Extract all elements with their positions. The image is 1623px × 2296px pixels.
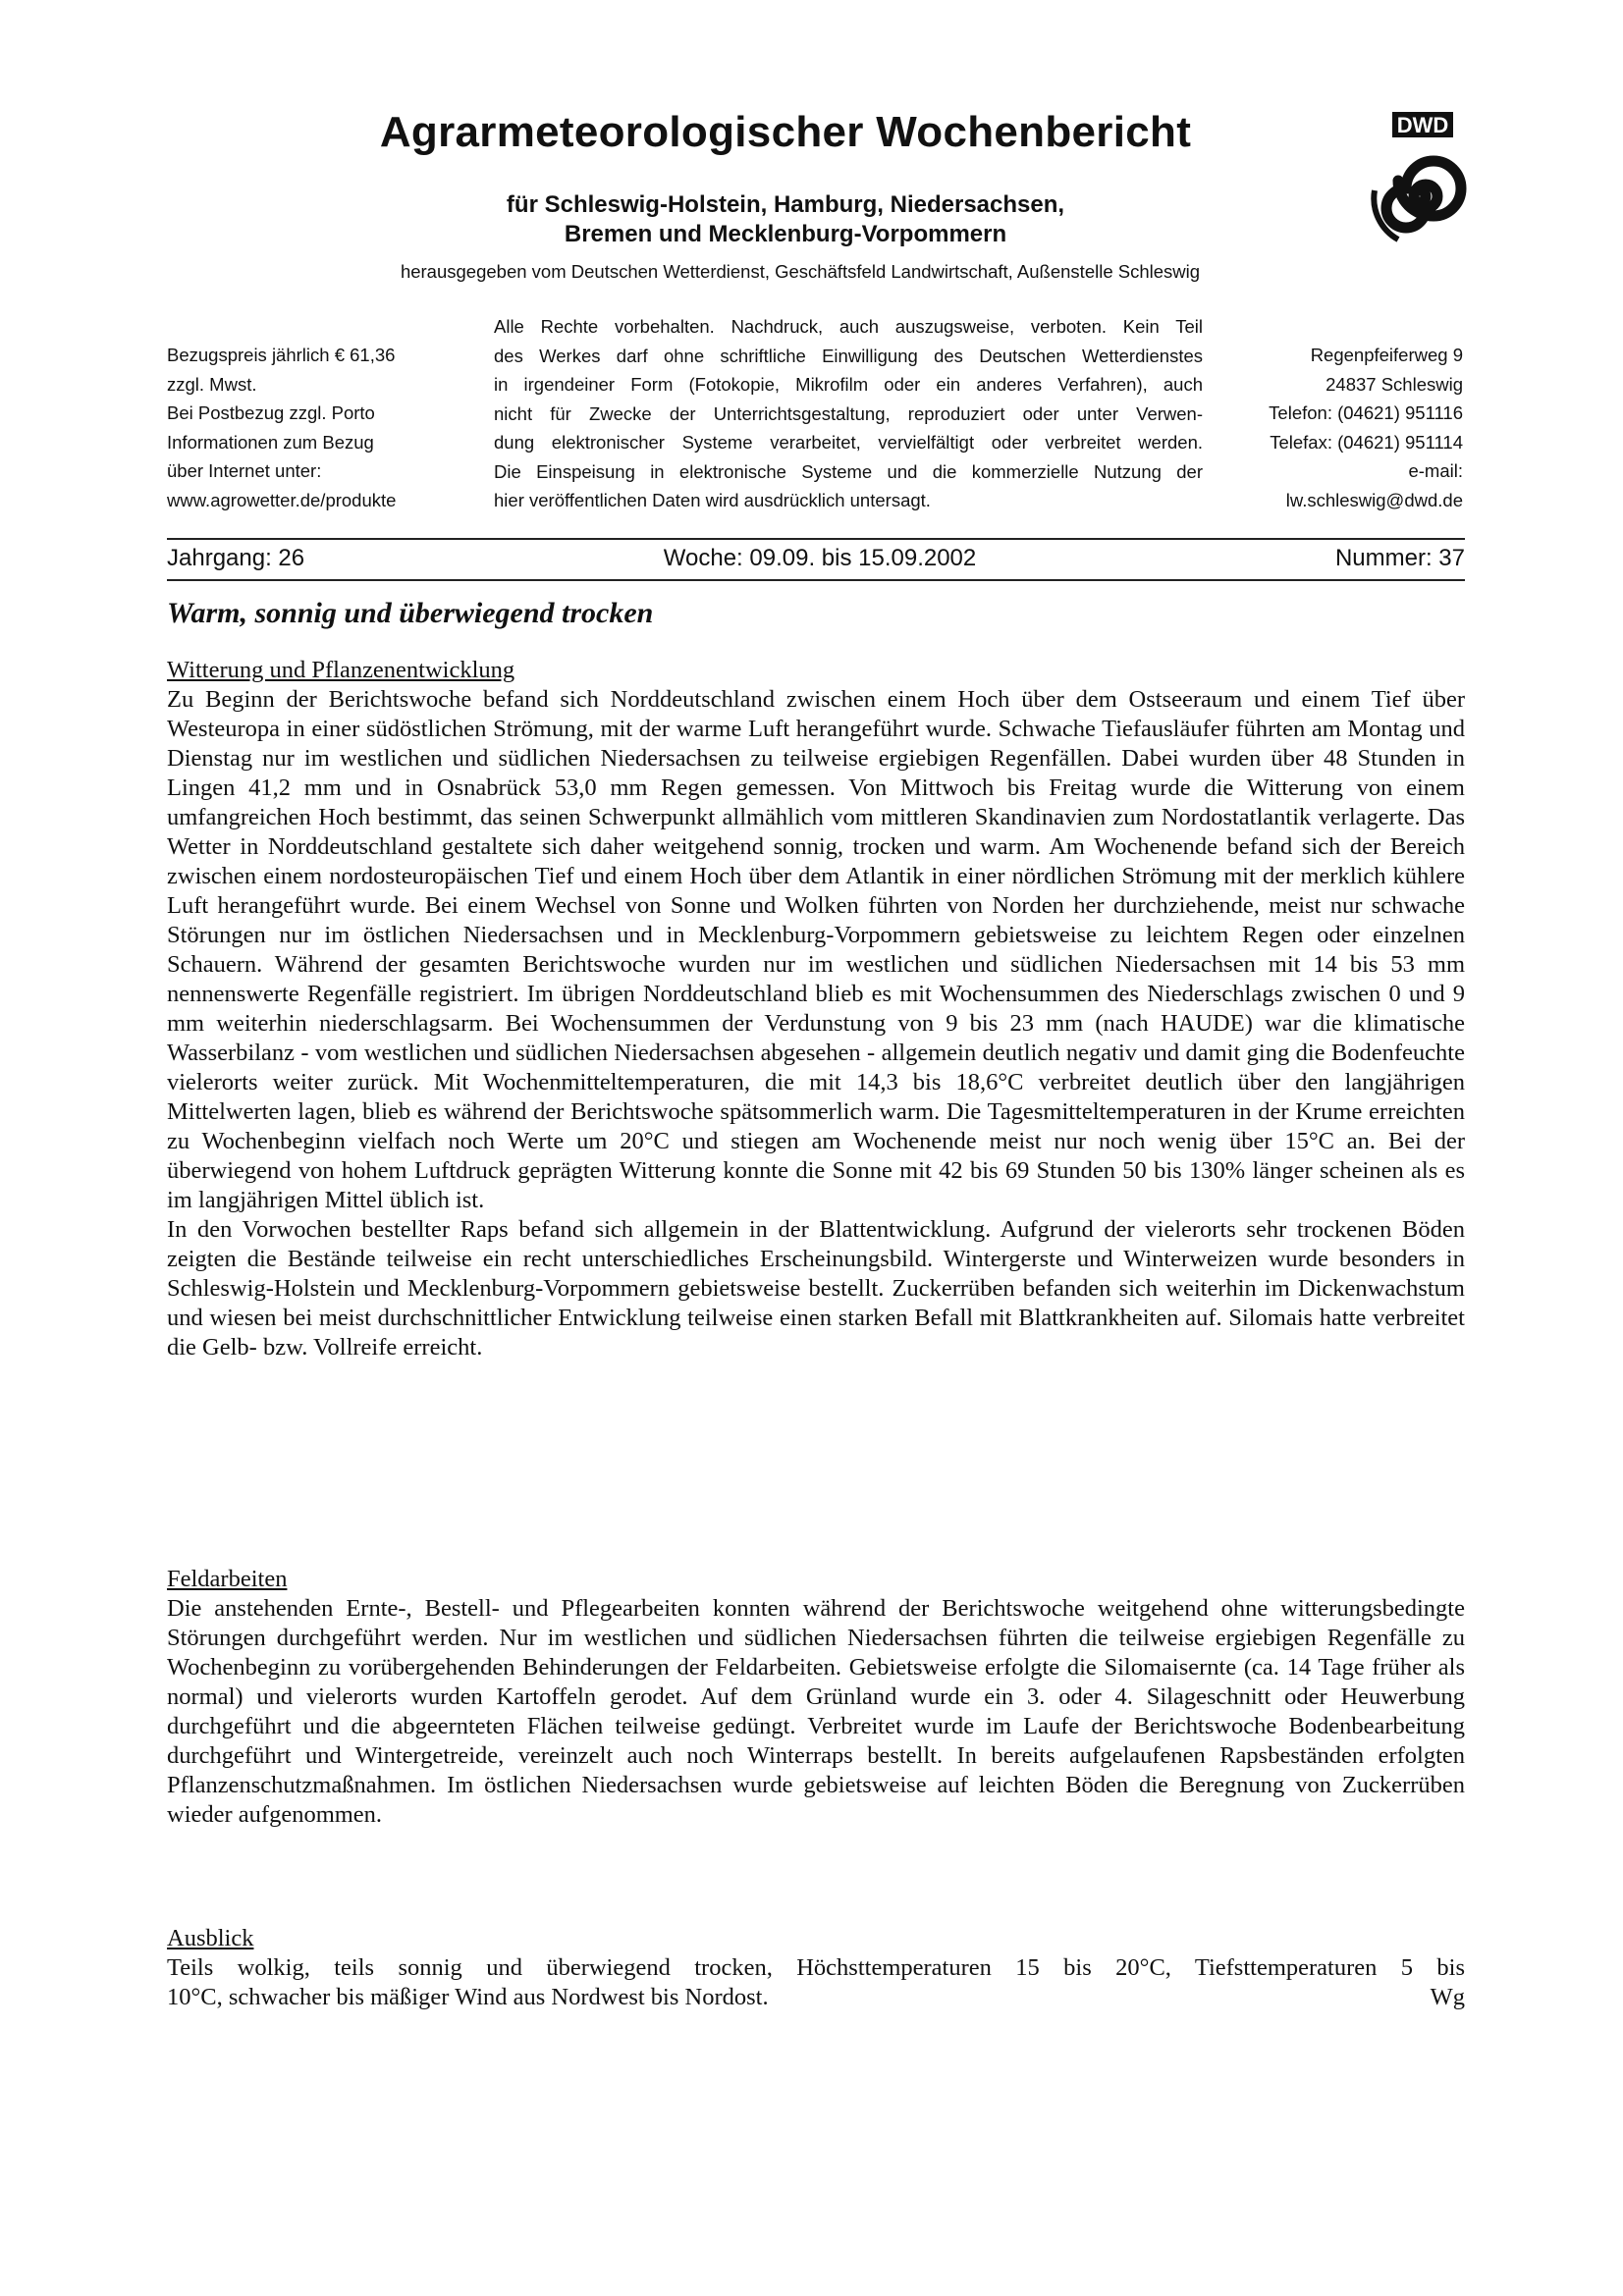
section-heading: Ausblick bbox=[167, 1925, 254, 1951]
notice-line: hier veröffentlichen Daten wird ausdrücklich untersagt. bbox=[494, 490, 931, 510]
copyright-notice bbox=[494, 312, 1203, 515]
report-title: Agrarmeteorologischer Wochenbericht bbox=[379, 108, 1192, 156]
paragraph: In den Vorwochen bestellter Raps befand sich allgemein in der Blattentwicklung. Aufgrund der vielerorts sehr trockenen Böden zeigten die Bestände teilweise ein recht unterschiedliches Erscheinungsbild. Wintergerste und Winterweizen wurde besonders in Schleswig-Holstein und Mecklenburg-Vorpommern gebietsweise bestellt. Zuckerrüben befanden sich weiterhin im Dickenwachstum und wiesen bei meist durchschnittlicher Entwicklung teilweise einen starken Befall mit Blattkrankheiten auf. Silomais hatte verbreitet die Gelb- bzw. Vollreife erreicht. bbox=[167, 1216, 1465, 1361]
notice-line: nicht für Zwecke der Unterrichtsgestaltung, reproduziert oder unter Verwen- bbox=[494, 402, 1203, 424]
publisher-line: herausgegeben vom Deutschen Wetterdienst, Geschäftsfeld Landwirtschaft, Außenstelle Schleswig bbox=[400, 261, 1201, 282]
subscription-link[interactable]: www.agrowetter.de/produkte bbox=[167, 489, 397, 510]
info-line: zzgl. Mwst. bbox=[167, 373, 257, 395]
notice-line: in irgendeiner Form (Fotokopie, Mikrofilm oder ein anderes Verfahren), auch bbox=[494, 374, 1203, 395]
section-feldarbeiten bbox=[167, 1565, 1465, 1830]
week-label: Woche: 09.09. bis 15.09.2002 bbox=[663, 545, 977, 571]
info-line: Informationen zum Bezug bbox=[167, 431, 374, 453]
outlook-line: 10°C, schwacher bis mäßiger Wind aus Nordwest bis Nordost. bbox=[167, 1984, 769, 2010]
notice-line: dung elektronischer Systeme verarbeitet, vervielfältigt oder verbreitet werden. bbox=[494, 432, 1203, 453]
notice-line: Die Einspeisung in elektronische Systeme und die kommerzielle Nutzung der bbox=[494, 460, 1203, 482]
subscription-info bbox=[167, 341, 481, 514]
report-headline: Warm, sonnig und überwiegend trocken bbox=[167, 597, 654, 629]
info-line: über Internet unter: bbox=[167, 460, 322, 481]
subtitle-line: Bremen und Mecklenburg-Vorpommern bbox=[564, 221, 1007, 247]
dwd-spiral-logo-icon bbox=[1357, 110, 1473, 257]
outlook-last-row bbox=[167, 1983, 1465, 2012]
phone-number: Telefon: (04621) 951116 bbox=[1269, 402, 1463, 423]
author-initials: Wg bbox=[1430, 1984, 1465, 2010]
address-street: Regenpfeiferweg 9 bbox=[1310, 345, 1463, 365]
logo-text: DWD bbox=[1396, 113, 1449, 137]
volume-label: Jahrgang: 26 bbox=[167, 545, 305, 571]
divider-bottom bbox=[167, 579, 1465, 581]
info-line: Bezugspreis jährlich € 61,36 bbox=[167, 345, 396, 365]
section-heading: Feldarbeiten bbox=[167, 1566, 288, 1592]
address-city: 24837 Schleswig bbox=[1325, 373, 1463, 395]
section-heading: Witterung und Pflanzenentwicklung bbox=[167, 657, 515, 683]
email-link[interactable]: lw.schleswig@dwd.de bbox=[1285, 489, 1463, 510]
section-ausblick bbox=[167, 1924, 1465, 2012]
info-line: Bei Postbezug zzgl. Porto bbox=[167, 402, 375, 423]
divider-top bbox=[167, 538, 1465, 540]
section-witterung bbox=[167, 656, 1465, 1362]
email-label: e-mail: bbox=[1408, 460, 1463, 481]
contact-info bbox=[1217, 341, 1463, 514]
report-subtitle bbox=[295, 190, 1276, 249]
issue-bar bbox=[167, 542, 1465, 575]
paragraph: Die anstehenden Ernte-, Bestell- und Pflegearbeiten konnten während der Berichtswoche weitgehend ohne witterungsbedingte Störungen durchgeführt werden. Nur im westlichen und südlichen Niedersachsen führten die teilweise ergiebigen Regenfälle zu Wochenbeginn zu vorübergehenden Behinderungen der Feldarbeiten. Gebietsweise erfolgte die Silomaisernte (ca. 14 Tage früher als normal) und vielerorts wurden Kartoffeln gerodet. Auf dem Grünland wurde ein 3. oder 4. Silageschnitt oder Heuwerbung durchgeführt und die abgeernteten Flächen teilweise gedüngt. Verbreitet wurde im Laufe der Berichtswoche Bodenbearbeitung durchgeführt und Wintergetreide, vereinzelt auch noch Winterraps bestellt. In bereits aufgelaufenen Rapsbeständen erfolgten Pflanzenschutzmaßnahmen. Im östlichen Niedersachsen wurde gebietsweise auf leichten Böden die Beregnung von Zuckerrüben wieder aufgenommen. bbox=[167, 1595, 1465, 1828]
subtitle-line: für Schleswig-Holstein, Hamburg, Niedersachsen, bbox=[506, 191, 1065, 218]
issue-number-label: Nummer: 37 bbox=[1334, 545, 1465, 571]
paragraph: Zu Beginn der Berichtswoche befand sich Norddeutschland zwischen einem Hoch über dem Ostseeraum und einem Tief über Westeuropa in einer südöstlichen Strömung, mit der warme Luft herangeführt wurde. Schwache Tiefausläufer führten am Montag und Dienstag nur im westlichen und südlichen Niedersachsen zu teilweise ergiebigen Regenfällen. Dabei wurden über 48 Stunden in Lingen 41,2 mm und in Osnabrück 53,0 mm Regen gemessen. Von Mittwoch bis Freitag wurde die Witterung von einem umfangreichen Hoch bestimmt, das seinen Schwerpunkt allmählich vom mittleren Skandinavien zum Nordostatlantik verlagerte. Das Wetter in Norddeutschland gestaltete sich daher weitgehend sonnig, trocken und warm. Am Wochenende befand sich der Bereich zwischen einem nordosteuropäischen Tief und einem Hoch über dem Atlantik in einer nördlichen Strömung mit der merklich kühlere Luft herangeführt wurde. Bei einem Wechsel von Sonne und Wolken führten von Norden her durchziehende, meist nur schwache Störungen nur im östlichen Niedersachsen und in Mecklenburg-Vorpommern gebietsweise zu leichtem Regen oder einzelnen Schauern. Während der gesamten Berichtswoche wurden nur im westlichen und südlichen Niedersachsen mit 14 bis 53 mm nennenswerte Regenfälle registriert. Im übrigen Norddeutschland blieb es mit Wochensummen des Niederschlags zwischen 0 und 9 mm weiterhin niederschlagsarm. Bei Wochensummen der Verdunstung von 9 bis 23 mm (nach HAUDE) war die klimatische Wasserbilanz - vom westlichen und südlichen Niedersachsen abgesehen - allgemein deutlich negativ und damit ging die Bodenfeuchte vielerorts weiter zurück. Mit Wochenmitteltemperaturen, die mit 14,3 bis 18,6°C verbreitet deutlich über den langjährigen Mittelwerten lagen, blieb es während der Berichtswoche spätsommerlich warm. Die Tagesmitteltemperaturen in der Krume erreichten zu Wochenbeginn vielfach noch Werte um 20°C und stiegen am Wochenende meist nur noch wenig über 15°C an. Bei der überwiegend von hohem Luftdruck geprägten Witterung konnte die Sonne mit 42 bis 69 Stunden 50 bis 130% länger scheinen als es im langjährigen Mittel üblich ist. bbox=[167, 686, 1465, 1213]
notice-line: Alle Rechte vorbehalten. Nachdruck, auch auszugsweise, verboten. Kein Teil bbox=[494, 316, 1203, 337]
notice-line: des Werkes darf ohne schriftliche Einwilligung des Deutschen Wetterdienstes bbox=[494, 345, 1203, 366]
fax-number: Telefax: (04621) 951114 bbox=[1270, 431, 1463, 453]
outlook-line: Teils wolkig, teils sonnig und überwiegend trocken, Höchsttemperaturen 15 bis 20°C, Tiefsttemperaturen 5 bis bbox=[167, 1954, 1465, 1981]
